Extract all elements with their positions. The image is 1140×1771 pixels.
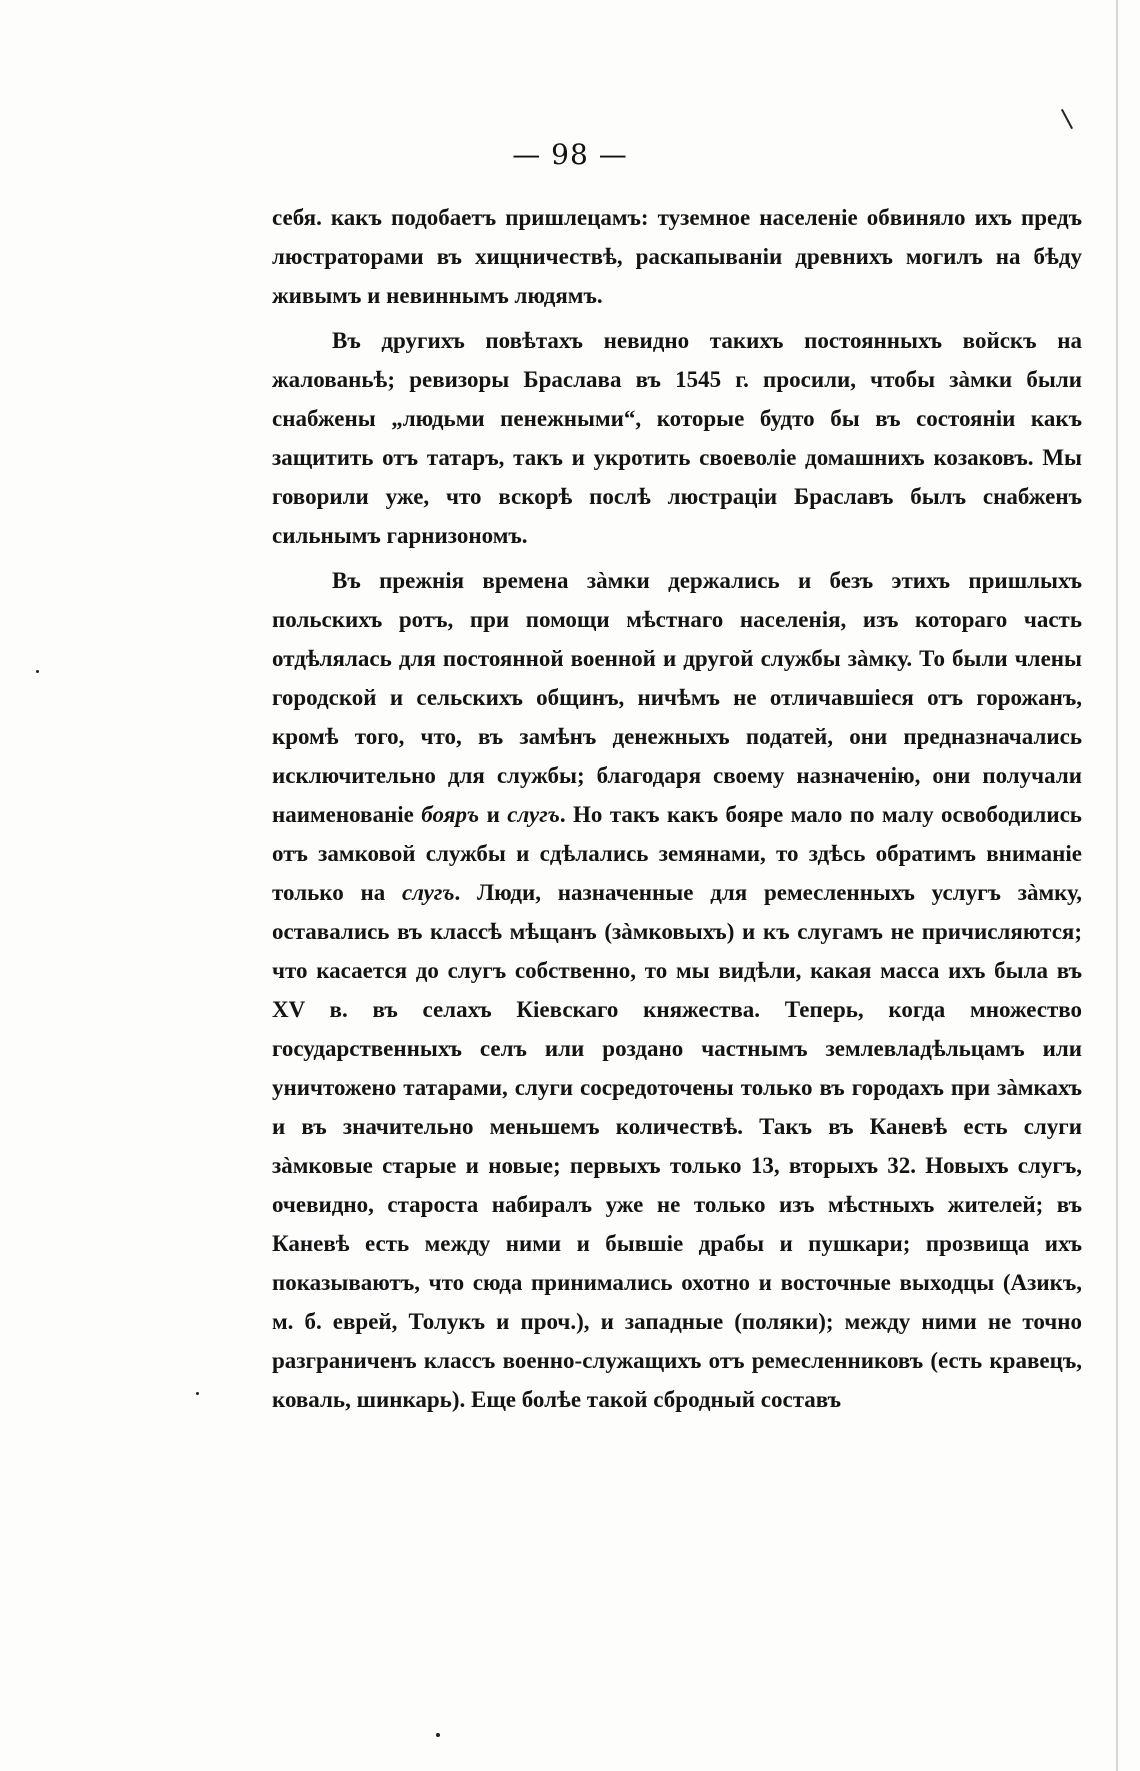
body-text (272, 198, 1082, 1425)
page-number: — 98 — (512, 138, 628, 171)
speck-left-2 (196, 1392, 199, 1395)
italic-term-slug: слугъ (507, 802, 560, 827)
italic-term-slug-2: слугъ (401, 880, 455, 905)
paragraph-1: себя. какъ подобаетъ пришлецамъ: туземное населеніе обвиняло ихъ предъ люстраторами въ хищничествѣ, раскапываніи древнихъ могилъ на бѣду живымъ и невиннымъ людямъ. (272, 205, 1082, 308)
paragraph-3-part-1: Въ прежнія времена зàмки держались и безъ этихъ пришлыхъ польскихъ ротъ, при помощи мѣстнаго населенія, изъ котораго часть отдѣлялась для постоянной военной и другой службы зàмку. То были члены городской и сельскихъ общинъ, ничѣмъ не отличавшіеся отъ горожанъ, кромѣ того, что, въ замѣнъ денежныхъ податей, они предназначались исключительно для службы; благодаря своему назначенію, они получали наименованіе (272, 568, 1082, 827)
italic-term-boyar: бояръ (421, 802, 480, 827)
paragraph-3-part-2: и (479, 802, 508, 827)
page-edge-line (1116, 0, 1118, 1771)
paragraph-3-part-3: . Но такъ какъ бояре мало по малу освободились отъ замковой службы и сдѣлались земянами, то здѣсь обратимъ вниманіе только на (272, 802, 1082, 905)
paragraph-2: Въ другихъ повѣтахъ невидно такихъ постоянныхъ войскъ на жалованьѣ; ревизоры Браслава въ 1545 г. просили, чтобы зàмки были снабжены „людьми пенежными“, которые будто бы въ состояніи какъ защитить отъ татаръ, такъ и укротить своеволіе домашнихъ козаковъ. Мы говорили уже, что вскорѣ послѣ люстраціи Браславъ былъ снабженъ сильнымъ гарнизономъ. (272, 328, 1082, 548)
ink-mark (1061, 109, 1073, 129)
speck-left-1 (36, 670, 39, 673)
paragraph-3-part-4: . Люди, назначенные для ремесленныхъ услугъ зàмку, оставались въ классѣ мѣщанъ (зàмковыхъ) и къ слугамъ не причисляются; что касается до слугъ собственно, то мы видѣли, какая масса ихъ была въ XV в. въ селахъ Кіевскаго княжества. Теперь, когда множество государственныхъ селъ или роздано частнымъ землевладѣльцамъ или уничтожено татарами, слуги сосредоточены только въ городахъ при зàмкахъ и въ значительно меньшемъ количествѣ. Такъ въ Каневѣ есть слуги зàмковые старые и новые; первыхъ только 13, вторыхъ 32. Новыхъ слугъ, очевидно, староста набиралъ уже не только изъ мѣстныхъ жителей; въ Каневѣ есть между ними и бывшіе драбы и пушкари; прозвища ихъ показываютъ, что сюда принимались охотно и восточные выходцы (Азикъ, м. б. еврей, Толукъ и проч.), и западные (поляки); между ними не точно разграниченъ классъ военно-служащихъ отъ ремесленниковъ (есть кравецъ, коваль, шинкарь). Еще болѣе такой сбродный составъ (272, 880, 1082, 1412)
paragraph-3 (272, 561, 1082, 1419)
speck-bottom (436, 1733, 440, 1737)
